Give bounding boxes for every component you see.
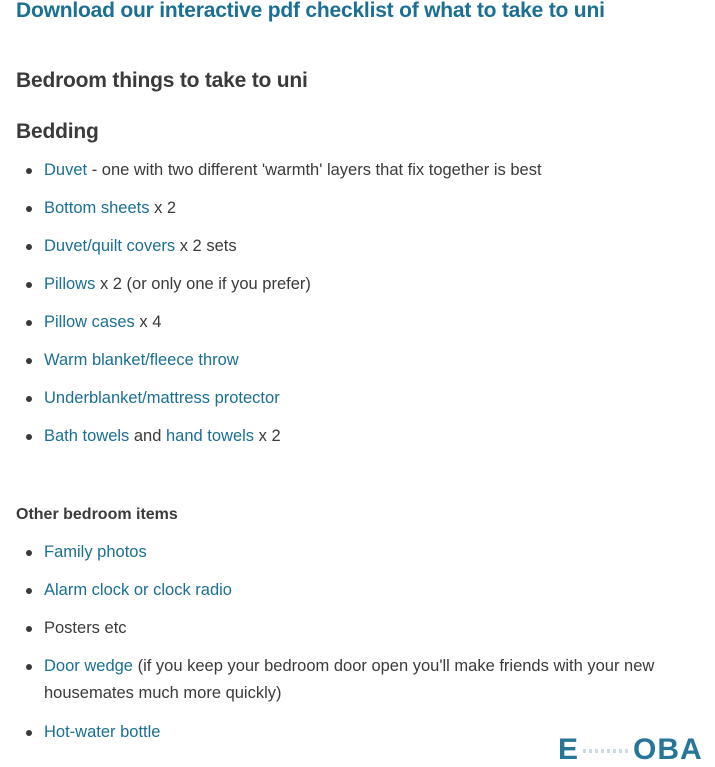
list-item xyxy=(0,615,715,653)
pillows-link[interactable]: Pillows xyxy=(44,275,96,293)
list-item xyxy=(0,385,715,423)
item-text: Posters etc xyxy=(44,619,127,637)
alarm-clock-link[interactable]: Alarm clock or clock radio xyxy=(44,581,232,599)
duvet-covers-link[interactable]: Duvet/quilt covers xyxy=(44,237,176,255)
bedding-heading: Bedding xyxy=(16,120,99,143)
item-text: x 4 xyxy=(134,313,162,331)
item-text: x 2 xyxy=(254,427,281,445)
hot-water-bottle-link[interactable]: Hot-water bottle xyxy=(44,723,161,741)
door-wedge-link[interactable]: Door wedge xyxy=(44,657,133,675)
list-item xyxy=(0,653,715,719)
list-item xyxy=(0,195,715,233)
item-text: and xyxy=(129,427,166,445)
other-items-list xyxy=(0,539,715,757)
duvet-link[interactable]: Duvet xyxy=(44,161,88,179)
logo-divider xyxy=(583,749,629,753)
list-item xyxy=(0,271,715,309)
pillow-cases-link[interactable]: Pillow cases xyxy=(44,313,135,331)
list-item xyxy=(0,309,715,347)
list-item xyxy=(0,423,715,461)
item-text: x 2 (or only one if you prefer) xyxy=(95,275,311,293)
logo-left: E xyxy=(558,733,580,766)
family-photos-link[interactable]: Family photos xyxy=(44,543,147,561)
bath-towels-link[interactable]: Bath towels xyxy=(44,427,130,445)
list-item xyxy=(0,347,715,385)
bedding-list xyxy=(0,157,715,461)
logo-right: OBA xyxy=(633,733,703,766)
list-item xyxy=(0,157,715,195)
list-item xyxy=(0,577,715,615)
item-text: x 2 xyxy=(149,199,177,217)
bottom-sheets-link[interactable]: Bottom sheets xyxy=(44,199,150,217)
list-item xyxy=(0,233,715,271)
page-heading: Bedroom things to take to uni xyxy=(16,69,308,92)
underblanket-link[interactable]: Underblanket/mattress protector xyxy=(44,389,280,407)
door-wedge-text xyxy=(44,653,704,707)
download-checklist-link[interactable]: Download our interactive pdf checklist of what to take to uni xyxy=(16,0,605,22)
list-item xyxy=(0,539,715,577)
warm-blanket-link[interactable]: Warm blanket/fleece throw xyxy=(44,351,239,369)
hand-towels-link[interactable]: hand towels xyxy=(166,427,255,445)
other-items-heading: Other bedroom items xyxy=(16,506,178,523)
site-logo xyxy=(558,733,703,767)
item-text: (if you keep your bedroom door open you'll make friends with your new housemates much more quickly) xyxy=(44,657,655,702)
item-text: - one with two different 'warmth' layers that fix together is best xyxy=(87,161,542,179)
item-text: x 2 sets xyxy=(175,237,237,255)
